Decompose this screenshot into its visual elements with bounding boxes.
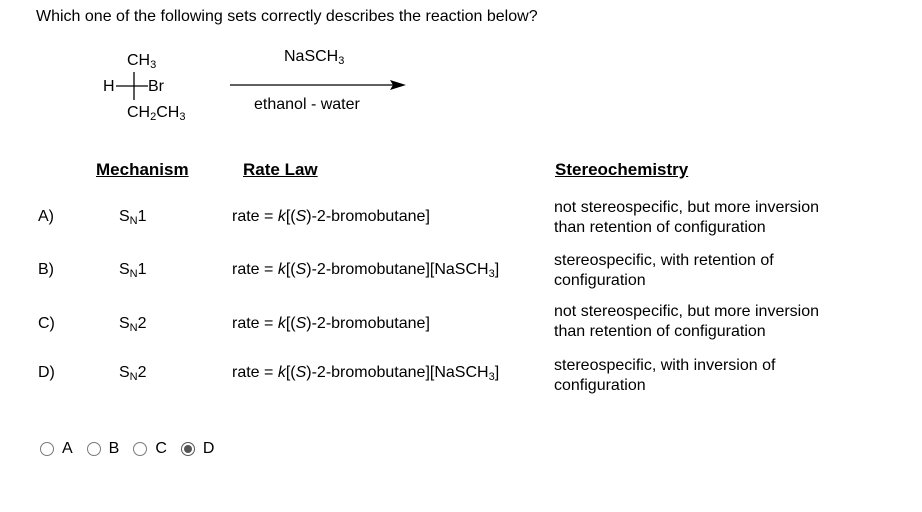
radio-b[interactable]: [87, 442, 101, 456]
row-b-mechanism: $S_N1$: [119, 261, 147, 280]
reaction-arrow: [230, 78, 406, 92]
solvent-label: ethanol - water: [254, 96, 360, 113]
right-group: Br: [148, 78, 164, 95]
row-c-rate: rate = k[(S)-2-bromobutane]: [232, 315, 430, 332]
row-a-mechanism: $S_N1$: [119, 208, 147, 227]
row-d-mechanism: $S_N2$: [119, 364, 147, 383]
row-b-stereo: stereospecific, with retention of configuration: [554, 252, 774, 289]
option-c[interactable]: [133, 440, 167, 458]
question-text: Which one of the following sets correctly describes the reaction below?: [36, 8, 538, 25]
answer-options: [40, 440, 228, 458]
row-a-letter: A): [38, 208, 54, 225]
option-d-label: D: [202, 440, 215, 457]
option-c-label: C: [155, 440, 167, 457]
option-d[interactable]: [181, 440, 215, 458]
row-d-stereo: stereospecific, with inversion of configuration: [554, 357, 776, 394]
header-stereochemistry: Stereochemistry: [555, 160, 689, 179]
left-group: H: [103, 78, 115, 95]
row-d-letter: D): [38, 364, 55, 381]
row-c-stereo: not stereospecific, but more inversion than retention of configuration: [554, 303, 820, 340]
reagent-label: NaSCH$_3$: [284, 48, 345, 67]
option-b[interactable]: [87, 440, 120, 458]
bottom-group: $CH_2CH_3$: [127, 104, 186, 123]
row-a-stereo: not stereospecific, but more inversion than retention of configuration: [554, 199, 820, 236]
header-mechanism: Mechanism: [96, 160, 189, 179]
option-b-label: B: [108, 440, 120, 457]
radio-d[interactable]: [181, 442, 195, 456]
row-b-rate: rate = k[(S)-2-bromobutane][NaSCH$_3$]: [232, 261, 500, 280]
row-c-letter: C): [38, 315, 55, 332]
top-group: $CH_3$: [127, 52, 157, 71]
header-rate-law: Rate Law: [243, 160, 318, 179]
radio-a[interactable]: [40, 442, 54, 456]
row-c-mechanism: $S_N2$: [119, 315, 147, 334]
row-a-rate: rate = k[(S)-2-bromobutane]: [232, 208, 430, 225]
radio-c[interactable]: [133, 442, 147, 456]
row-b-letter: B): [38, 261, 54, 278]
option-a-label: A: [62, 440, 73, 457]
option-a[interactable]: [40, 440, 73, 458]
row-d-rate: rate = k[(S)-2-bromobutane][NaSCH$_3$]: [232, 364, 500, 383]
